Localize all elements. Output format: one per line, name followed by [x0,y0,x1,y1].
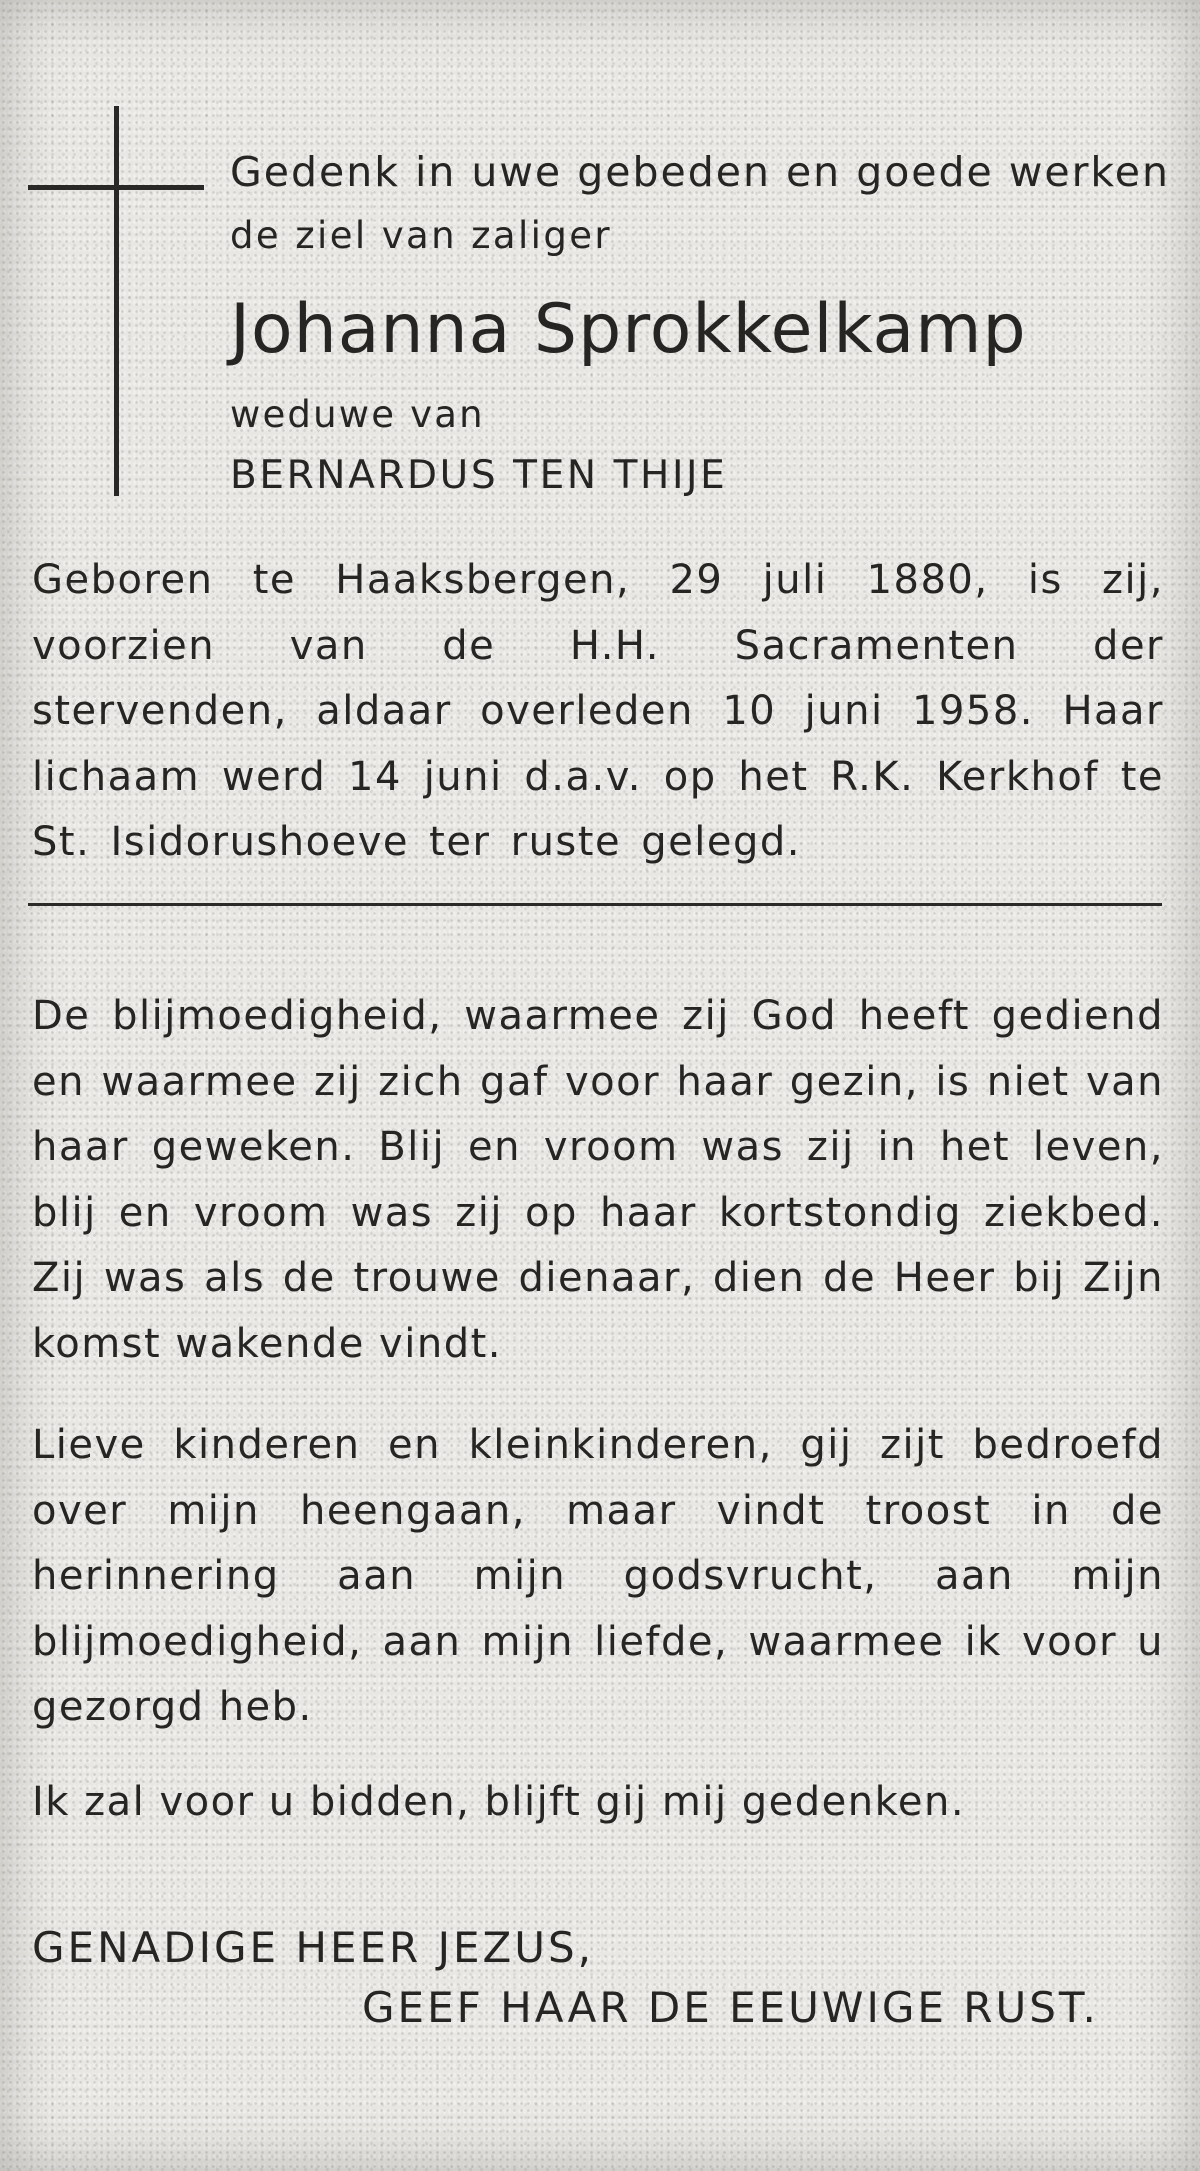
relation-label: weduwe van [230,393,485,436]
section-divider [28,903,1162,906]
spouse-name: BERNARDUS TEN THIJE [230,453,728,498]
biography-paragraph: Geboren te Haaksbergen, 29 juli 1880, is zij, voorzien van de H.H. Sacramenten der stervenden, aldaar overleden 10 juni 1958. Haar lichaam werd 14 juni d.a.v. op het R.K. Kerkhof te St. Isidorushoeve ter ruste gelegd. [32,557,1164,865]
deceased-name: Johanna Sprokkelkamp [230,290,1027,369]
closing-invocation: GENADIGE HEER JEZUS, [32,1923,595,1972]
cross-icon-crossbar [28,185,204,190]
virtue-paragraph: De blijmoedigheid, waarmee zij God heeft gediend en waarmee zij zich gaf voor haar gezin, is niet van haar geweken. Blij en vroom was zij in het leven, blij en vroom was zij op haar kortstondig ziekbed. Zij was als de trouwe dienaar, dien de Heer bij Zijn komst wakende vindt. [32,993,1164,1367]
closing-request: GEEF HAAR DE EEUWIGE RUST. [362,1983,1099,2032]
cross-icon [114,106,119,496]
prayer-line: Ik zal voor u bidden, blijft gij mij gedenken. [32,1779,966,1825]
intro-line-2: de ziel van zaliger [230,214,613,257]
intro-line-1: Gedenk in uwe gebeden en goede werken [230,148,1170,196]
children-paragraph: Lieve kinderen en kleinkinderen, gij zijt bedroefd over mijn heengaan, maar vindt troost in de herinnering aan mijn godsvrucht, aan mijn blijmoedigheid, aan mijn liefde, waarmee ik voor u gezorgd heb. [32,1422,1164,1730]
